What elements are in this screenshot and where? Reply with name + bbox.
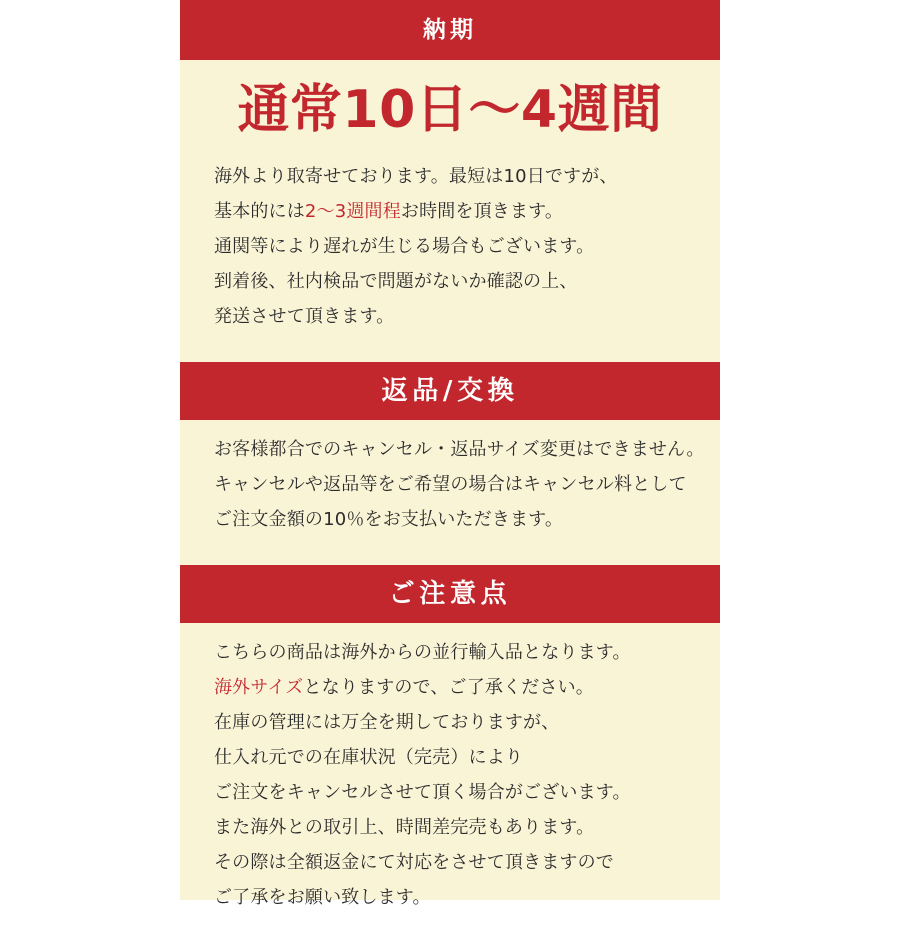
divider-spacer-1 [180, 344, 720, 362]
notes-line-8-pre: ご了承をお願い致します。 [214, 887, 431, 909]
notes-line-6 [214, 810, 686, 845]
notes-line-6-pre: また海外との取引上、時間差完売もあります。 [214, 817, 595, 839]
returns-line-3 [214, 502, 686, 537]
delivery-headline: 通常10日〜4週間 [237, 80, 663, 140]
content-column [180, 0, 720, 909]
notes-line-8 [214, 880, 686, 915]
returns-line-1-pre: お客様都合でのキャンセル・返品サイズ変更はできません。 [214, 439, 705, 461]
delivery-line-5-pre: 発送させて頂きます。 [214, 306, 395, 328]
returns-line-2 [214, 467, 686, 502]
returns-body [180, 420, 720, 547]
notes-line-4 [214, 740, 686, 775]
delivery-line-3-pre: 通関等により遅れが生じる場合もございます。 [214, 236, 595, 258]
delivery-line-4 [214, 264, 686, 299]
notes-line-7 [214, 845, 686, 880]
returns-line-1 [214, 432, 705, 467]
notes-line-4-pre: 仕入れ元での在庫状況（完売）により [214, 747, 524, 769]
delivery-body [180, 153, 720, 344]
notes-line-2 [214, 670, 686, 705]
delivery-line-2-post: お時間を頂きます。 [400, 201, 564, 223]
notes-line-3 [214, 705, 686, 740]
notes-line-7-pre: その際は全額返金にて対応をさせて頂きますので [214, 852, 614, 874]
delivery-line-2 [214, 194, 686, 229]
notes-line-5-pre: ご注文をキャンセルさせて頂く場合がございます。 [214, 782, 631, 804]
delivery-line-1 [214, 159, 686, 194]
notes-line-1 [214, 635, 686, 670]
section-header-returns: 返品/交換 [180, 362, 720, 420]
delivery-line-2-pre: 基本的には [214, 201, 305, 223]
section-header-delivery: 納期 [180, 0, 720, 60]
delivery-line-3 [214, 229, 686, 264]
delivery-line-1-pre: 海外より取寄せております。最短は10日ですが、 [214, 166, 618, 188]
divider-spacer-2 [180, 547, 720, 565]
notes-line-5 [214, 775, 686, 810]
delivery-line-2-accent: 2〜3週間程 [304, 201, 401, 223]
section-header-notes: ご注意点 [180, 565, 720, 623]
returns-line-3-pre: ご注文金額の10％をお支払いただきます。 [214, 509, 564, 531]
notes-line-1-pre: こちらの商品は海外からの並行輸入品となります。 [214, 642, 631, 664]
returns-line-2-pre: キャンセルや返品等をご希望の場合はキャンセル料として [214, 474, 687, 496]
delivery-line-5 [214, 299, 686, 334]
notes-body [180, 623, 720, 925]
notes-line-3-pre: 在庫の管理には万全を期しておりますが、 [214, 712, 560, 734]
notes-line-2-post: となりますので、ご了承ください。 [303, 677, 594, 699]
notes-line-2-accent: 海外サイズ [214, 677, 304, 699]
delivery-line-4-pre: 到着後、社内検品で問題がないか確認の上、 [214, 271, 578, 293]
